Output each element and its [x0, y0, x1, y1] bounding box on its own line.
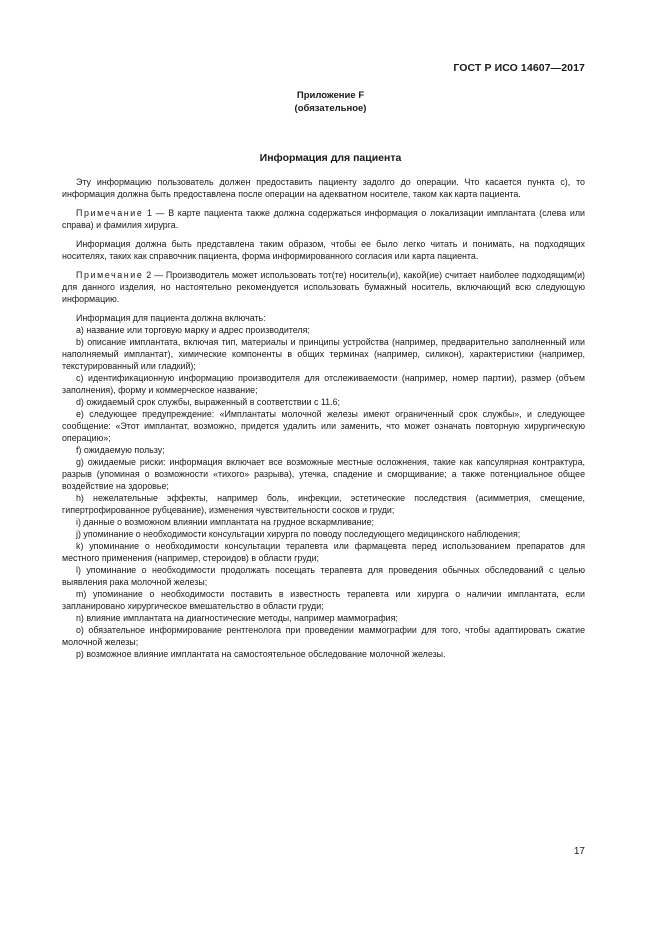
list-item: k) упоминание о необходимости консультации терапевта или фармацевта перед использованием препаратов для местного применения (например, стероидов) в области груди;: [62, 541, 585, 563]
annex-title: Приложение F: [296, 90, 365, 101]
list-item: p) возможное влияние имплантата на самостоятельное обследование молочной железы.: [76, 649, 446, 659]
list-item: e) следующее предупреждение: «Имплантаты молочной железы имеют ограниченный срок службы», и следующее сообщение: «Этот имплантат, возможно, придется удалить или заменить, что может означать повторную хирургическую операцию»;: [62, 409, 585, 443]
list-item: j) упоминание о необходимости консультации хирурга по поводу последующего медицинского наблюдения;: [76, 529, 521, 539]
readability-paragraph: Информация должна быть представлена таким образом, чтобы ее было легко читать и понимать, на подходящих носителях, таких как справочник пациента, форма информированного согласия или карта пациента.: [62, 239, 585, 261]
note-1: [62, 207, 585, 231]
note-2-text: 2 — Производитель может использовать тот(те) носитель(и), какой(ие) считает наиболее подходящим(и) для данного изделия, но настоятельно рекомендуется использовать бумажный носитель, включающий всю следующую информацию.: [62, 270, 585, 304]
note-2-label: Примечание: [76, 270, 144, 280]
note-1-label: Примечание: [76, 208, 144, 218]
list-item: g) ожидаемые риски: информация включает все возможные местные осложнения, такие как капсулярная контрактура, разрыв (упоминая о возможности «тихого» разрыва), утечка, спадение и сморщивание; а также потенциальное общее воздействие на здоровье;: [62, 457, 585, 491]
annex-heading: [0, 89, 661, 115]
standard-code: ГОСТ Р ИСО 14607—2017: [453, 62, 585, 74]
document-body: [62, 176, 585, 660]
list-intro: Информация для пациента должна включать:: [76, 313, 266, 323]
intro-paragraph: Эту информацию пользователь должен предоставить пациенту задолго до операции. Что касается пункта c), то информация должна быть предоставлена после операции на адекватном носителе, таком как карта пациента.: [62, 177, 585, 199]
note-1-text: 1 — В карте пациента также должна содержаться информация о локализации имплантата (слева или справа) и фамилия хирурга.: [62, 208, 585, 230]
list-item: f) ожидаемую пользу;: [76, 445, 165, 455]
list-item: h) нежелательные эффекты, например боль, инфекции, эстетические последствия (асимметрия, смещение, гипертрофированное рубцевание), изменения чувствительности сосков и груди;: [62, 493, 585, 515]
annex-status: (обязательное): [294, 103, 367, 114]
list-item: n) влияние имплантата на диагностические методы, например маммография;: [76, 613, 398, 623]
list-item: b) описание имплантата, включая тип, материалы и принципы устройства (например, предварительно заполненный или наполняемый имплантат), химические компоненты в общих терминах (например, силикон), характеристики (например, текстурированный или гладкий);: [62, 337, 585, 371]
list-item: c) идентификационную информацию производителя для отслеживаемости (например, номер партии), размер (объем заполнения), форму и коммерческое название;: [62, 373, 585, 395]
section-title: Информация для пациента: [259, 152, 402, 164]
list-item: m) упоминание о необходимости поставить в известность терапевта или хирурга о наличии имплантата, если запланировано хирургическое вмешательство в области груди;: [62, 589, 585, 611]
list-item: d) ожидаемый срок службы, выраженный в соответствии с 11.6;: [76, 397, 340, 407]
list-item: i) данные о возможном влиянии имплантата на грудное вскармливание;: [76, 517, 374, 527]
page-number: 17: [573, 846, 585, 857]
note-2: [62, 269, 585, 305]
list-item: l) упоминание о необходимости продолжать посещать терапевта для проведения обычных обследований с целью выявления рака молочной железы;: [62, 565, 585, 587]
list-item: a) название или торговую марку и адрес производителя;: [76, 325, 310, 335]
list-item: o) обязательное информирование рентгенолога при проведении маммографии для того, чтобы адаптировать сжатие молочной железы;: [62, 625, 585, 647]
